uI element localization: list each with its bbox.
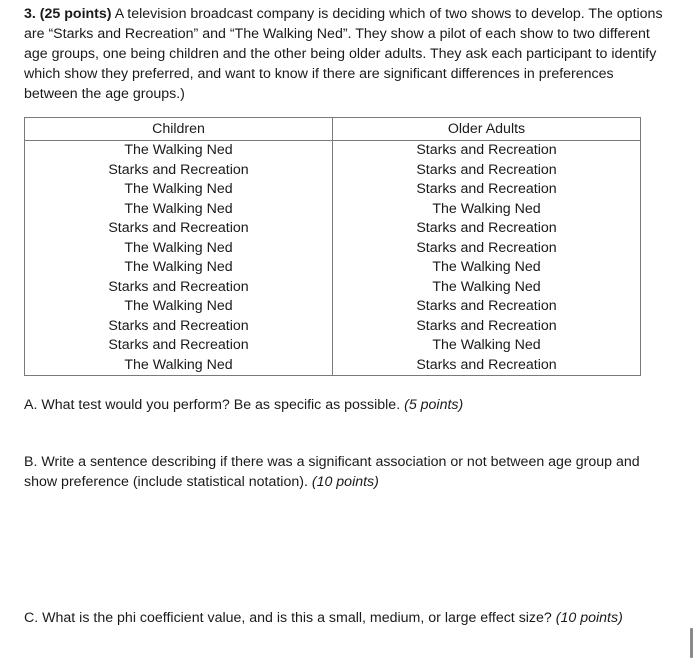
cell-older-adults: Starks and Recreation — [333, 239, 641, 259]
column-header-children: Children — [25, 118, 333, 141]
question-a — [24, 395, 664, 415]
table-row — [25, 336, 641, 356]
table-header-row — [25, 118, 641, 141]
preference-table — [24, 117, 641, 376]
cell-older-adults: The Walking Ned — [333, 336, 641, 356]
cell-children: Starks and Recreation — [25, 336, 333, 356]
cell-children: The Walking Ned — [25, 258, 333, 278]
cell-children: The Walking Ned — [25, 180, 333, 200]
table-row — [25, 180, 641, 200]
cell-older-adults: Starks and Recreation — [333, 141, 641, 161]
cell-children: The Walking Ned — [25, 356, 333, 376]
question-c-text: C. What is the phi coefficient value, and is this a small, medium, or large effect size? — [24, 610, 556, 626]
problem-text: A television broadcast company is deciding which of two shows to develop. The options are “Starks and Recreation” and “The Walking Ned”. They show a pilot of each show to two different age groups, one being children and the other being older adults. They ask each participant to identify which show they preferred, and want to know if there are significant differences in preferences between the age groups.) — [24, 6, 663, 102]
scrollbar-thumb[interactable] — [690, 628, 693, 658]
cell-older-adults: Starks and Recreation — [333, 317, 641, 337]
table-row — [25, 278, 641, 298]
table-row — [25, 161, 641, 181]
table-row — [25, 317, 641, 337]
cell-older-adults: The Walking Ned — [333, 278, 641, 298]
question-b — [24, 452, 664, 492]
cell-children: The Walking Ned — [25, 141, 333, 161]
problem-number: 3. — [24, 6, 36, 22]
cell-children: Starks and Recreation — [25, 278, 333, 298]
question-a-text: A. What test would you perform? Be as specific as possible. — [24, 397, 405, 413]
table-row — [25, 219, 641, 239]
problem-statement — [24, 4, 664, 104]
table-row — [25, 297, 641, 317]
table-row — [25, 258, 641, 278]
cell-children: Starks and Recreation — [25, 161, 333, 181]
question-c-points: (10 points) — [555, 610, 623, 626]
table-row — [25, 200, 641, 220]
cell-children: The Walking Ned — [25, 297, 333, 317]
cell-older-adults: Starks and Recreation — [333, 180, 641, 200]
cell-children: The Walking Ned — [25, 239, 333, 259]
table-row — [25, 356, 641, 376]
cell-older-adults: The Walking Ned — [333, 258, 641, 278]
cell-children: The Walking Ned — [25, 200, 333, 220]
cell-children: Starks and Recreation — [25, 219, 333, 239]
table-row — [25, 239, 641, 259]
cell-older-adults: Starks and Recreation — [333, 219, 641, 239]
problem-points: (25 points) — [39, 6, 112, 22]
cell-children: Starks and Recreation — [25, 317, 333, 337]
question-a-points: (5 points) — [404, 397, 464, 413]
cell-older-adults: The Walking Ned — [333, 200, 641, 220]
cell-older-adults: Starks and Recreation — [333, 356, 641, 376]
cell-older-adults: Starks and Recreation — [333, 161, 641, 181]
column-header-older-adults: Older Adults — [333, 118, 641, 141]
question-b-text: B. Write a sentence describing if there was a significant association or not between age group and show preference (include statistical notation). — [24, 454, 640, 490]
cell-older-adults: Starks and Recreation — [333, 297, 641, 317]
question-c — [24, 608, 664, 628]
question-b-points: (10 points) — [311, 474, 379, 490]
table-row — [25, 141, 641, 161]
